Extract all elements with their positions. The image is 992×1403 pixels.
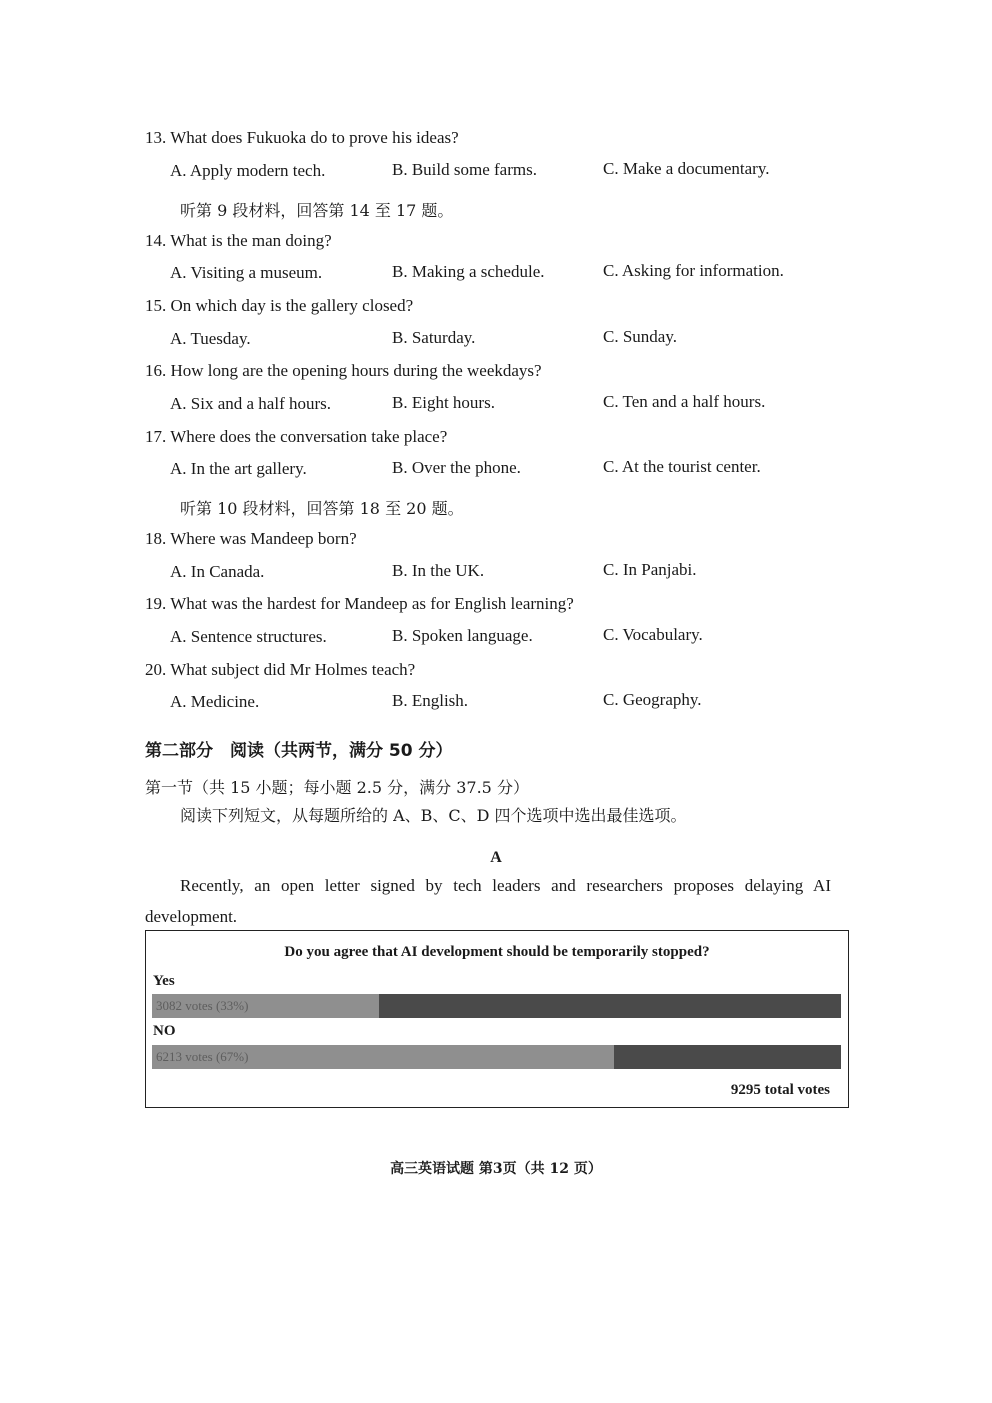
question-14-stem: 14. What is the man doing? [145,231,332,250]
question-16-option-a: A. Six and a half hours. [170,394,332,413]
bar-value-yes: 3082 votes (33%) [156,998,249,1013]
question-13-option-c: C. Make a documentary. [603,159,770,178]
bar-track-no [152,1045,841,1069]
question-15-option-a: A. Tuesday. [170,329,251,348]
question-20-option-b: B. English. [392,691,469,710]
question-13-option-a: A. Apply modern tech. [170,161,326,180]
instruction-segment-9: 听第 9 段材料，回答第 14 至 17 题。 [180,201,454,220]
question-20-option-a: A. Medicine. [170,692,260,711]
part-two-heading: 第二部分 阅读（共两节，满分 50 分） [145,741,453,761]
question-13-option-b: B. Build some farms. [392,160,537,179]
bar-label-no: NO [153,1023,176,1039]
question-20-option-c: C. Geography. [603,690,702,709]
question-17-stem: 17. Where does the conversation take place? [145,427,448,446]
chart-title: Do you agree that AI development should be temporarily stopped? [284,944,710,960]
bar-track-yes [152,994,841,1018]
reading-direction: 阅读下列短文，从每题所给的 A、B、C、D 四个选项中选出最佳选项。 [180,806,687,825]
instruction-segment-10: 听第 10 段材料，回答第 18 至 20 题。 [180,499,464,518]
question-19-option-a: A. Sentence structures. [170,627,327,646]
question-19-stem: 19. What was the hardest for Mandeep as for English learning? [145,594,574,613]
question-14-option-a: A. Visiting a museum. [170,263,323,282]
question-17-option-a: A. In the art gallery. [170,459,307,478]
question-19-option-c: C. Vocabulary. [603,625,703,644]
question-20-stem: 20. What subject did Mr Holmes teach? [145,660,416,679]
total-votes: 9295 total votes [730,1082,830,1098]
question-18-option-b: B. In the UK. [392,561,485,580]
question-16-option-c: C. Ten and a half hours. [603,392,766,411]
question-14-option-c: C. Asking for information. [603,261,784,280]
question-18-stem: 18. Where was Mandeep born? [145,529,357,548]
question-17-option-c: C. At the tourist center. [603,457,761,476]
bar-label-yes: Yes [153,973,175,989]
bar-value-no: 6213 votes (67%) [156,1049,249,1064]
question-15-stem: 15. On which day is the gallery closed? [145,296,414,315]
question-15-option-c: C. Sunday. [603,327,677,346]
passage-intro-line-1: Recently, an open letter signed by tech leaders and researchers proposes delaying AI [180,876,831,895]
question-16-option-b: B. Eight hours. [392,393,495,412]
page-footer: 高三英语试题 第3页（共 12 页） [390,1161,602,1177]
poll-chart [145,930,849,1108]
question-18-option-c: C. In Panjabi. [603,560,697,579]
question-17-option-b: B. Over the phone. [392,458,521,477]
question-16-stem: 16. How long are the opening hours during the weekdays? [145,361,542,380]
question-19-option-b: B. Spoken language. [392,626,533,645]
question-18-option-a: A. In Canada. [170,562,265,581]
question-13-stem: 13. What does Fukuoka do to prove his ideas? [145,128,459,147]
passage-label: A [490,849,502,866]
question-14-option-b: B. Making a schedule. [392,262,545,281]
question-15-option-b: B. Saturday. [392,328,476,347]
section-one-heading: 第一节（共 15 小题；每小题 2.5 分，满分 37.5 分） [145,778,529,797]
passage-intro-line-2: development. [145,907,238,926]
